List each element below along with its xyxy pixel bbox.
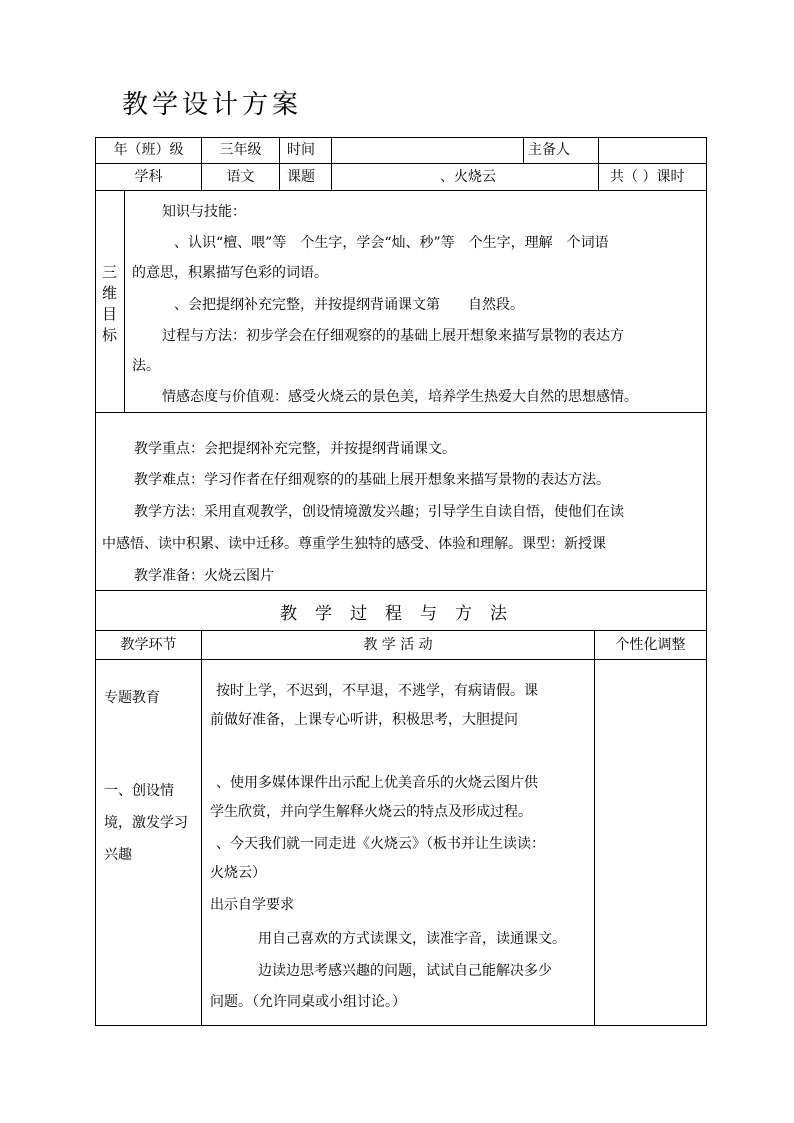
topic-label: 课题 xyxy=(287,169,315,185)
page-title: 教学设计方案 xyxy=(122,90,303,120)
col-adjust-header: 个性化调整 xyxy=(615,637,686,653)
periods-text: 共（ ）课时 xyxy=(610,169,685,185)
grade-label: 年（班）级 xyxy=(113,142,184,158)
grade-value: 三年级 xyxy=(219,142,262,158)
time-label: 时间 xyxy=(287,142,315,158)
stage-topic-education: 专题教育 xyxy=(104,690,160,706)
preparer-label: 主备人 xyxy=(528,142,570,158)
col-activity-header: 教 学 活 动 xyxy=(363,637,433,653)
subject-value: 语文 xyxy=(226,169,255,185)
topic-value: 、火烧云 xyxy=(440,169,496,185)
process-heading: 教学过程与方法 xyxy=(280,604,525,624)
subject-label: 学科 xyxy=(134,169,163,185)
col-stage-header: 教学环节 xyxy=(120,637,177,653)
